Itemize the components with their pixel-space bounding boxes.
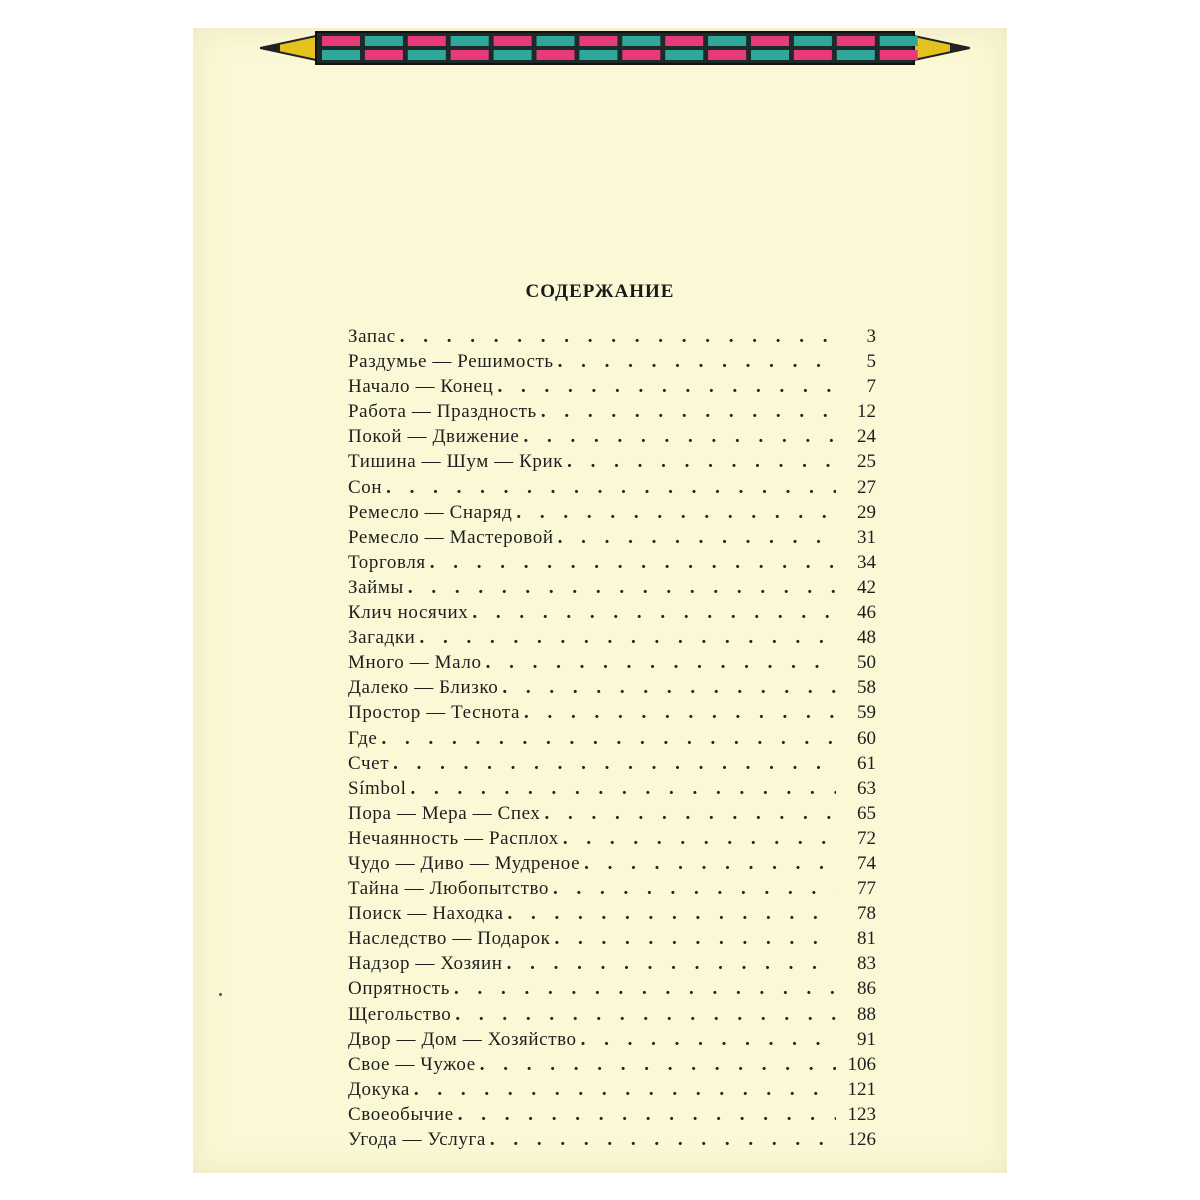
ornament-cell	[794, 36, 832, 46]
ornament-cell	[622, 36, 660, 46]
toc-dot-leader	[490, 1127, 836, 1152]
ornament-cell	[665, 50, 703, 60]
toc-entry	[348, 399, 876, 424]
toc-entry	[348, 1102, 876, 1127]
toc-entry-label: Загадки	[348, 627, 416, 649]
toc-entry-label: Свое — Чужое	[348, 1053, 476, 1075]
toc-dot-leader	[563, 826, 836, 851]
toc-entry-page-number: 91	[857, 1028, 876, 1050]
toc-dot-leader	[558, 349, 836, 374]
toc-dot-leader	[411, 776, 836, 801]
ornament-cell	[751, 36, 789, 46]
ornament-cell	[880, 36, 918, 46]
toc-entry-page-number: 3	[866, 326, 876, 347]
toc-entry-label: Клич носячих	[348, 602, 469, 624]
toc-entry	[348, 826, 876, 851]
toc-entry	[348, 1127, 876, 1152]
toc-entry	[348, 449, 876, 474]
toc-entry	[348, 1027, 876, 1052]
toc-dot-leader	[386, 475, 836, 500]
ornament-cell	[708, 50, 746, 60]
toc-entry-page-number: 50	[857, 652, 876, 674]
toc-entry-page-number: 78	[857, 903, 876, 925]
toc-dot-leader	[458, 1102, 836, 1127]
toc-entry-page-number: 65	[857, 802, 876, 824]
toc-dot-leader	[507, 901, 836, 926]
toc-entry	[348, 700, 876, 725]
toc-dot-leader	[516, 500, 836, 525]
toc-entry-label: Сон	[348, 476, 383, 498]
toc-entry	[348, 801, 876, 826]
toc-entry	[348, 726, 876, 751]
ornament-cell	[494, 36, 532, 46]
toc-entry-label: Нечаянность — Расплох	[348, 827, 559, 849]
toc-entry-label: Símbol	[348, 777, 407, 799]
ornament-cell	[880, 50, 918, 60]
toc-entry-page-number: 61	[857, 752, 876, 774]
toc-entry-label: Поиск — Находка	[348, 903, 504, 925]
toc-dot-leader	[502, 675, 836, 700]
toc-entry-page-number: 5	[866, 351, 876, 373]
toc-entry-page-number: 77	[857, 878, 876, 900]
toc-entry-page-number: 81	[857, 928, 876, 950]
toc-dot-leader	[497, 374, 836, 399]
toc-entry	[348, 324, 876, 349]
toc-entry-page-number: 27	[857, 476, 876, 498]
toc-entry-page-number: 63	[857, 777, 876, 799]
toc-entry	[348, 976, 876, 1001]
toc-entry-page-number: 29	[857, 501, 876, 523]
toc-dot-leader	[558, 525, 836, 550]
toc-entry	[348, 525, 876, 550]
toc-entry-label: Покой — Движение	[348, 426, 520, 448]
toc-dot-leader	[553, 876, 836, 901]
toc-entry	[348, 500, 876, 525]
toc-entry-label: Начало — Конец	[348, 376, 494, 398]
toc-dot-leader	[381, 726, 836, 751]
decorative-pencil-border-icon	[260, 30, 970, 66]
ornament-cell	[322, 50, 360, 60]
ornament-cell	[494, 50, 532, 60]
toc-dot-leader	[507, 951, 836, 976]
toc-entry-label: Ремесло — Мастеровой	[348, 526, 554, 548]
toc-entry-page-number: 86	[857, 978, 876, 1000]
toc-entry-label: Двор — Дом — Хозяйство	[348, 1028, 577, 1050]
toc-entry	[348, 625, 876, 650]
toc-entry	[348, 876, 876, 901]
toc-entry	[348, 424, 876, 449]
toc-entry	[348, 475, 876, 500]
toc-entry-label: Займы	[348, 576, 404, 598]
toc-entry-page-number: 126	[847, 1129, 876, 1150]
toc-entry	[348, 901, 876, 926]
toc-dot-leader	[454, 976, 836, 1001]
toc-entry-label: Чудо — Диво — Мудреное	[348, 852, 581, 874]
toc-entry-page-number: 24	[857, 426, 876, 448]
toc-dot-leader	[523, 424, 836, 449]
toc-entry	[348, 751, 876, 776]
toc-entry-label: Пора — Мера — Спех	[348, 802, 541, 824]
toc-entry	[348, 1077, 876, 1102]
toc-entry-label: Раздумье — Решимость	[348, 351, 554, 373]
toc-entry-label: Много — Мало	[348, 652, 482, 674]
toc-dot-leader	[455, 1002, 836, 1027]
toc-entry-label: Тайна — Любопытство	[348, 878, 550, 900]
ornament-cell	[408, 50, 446, 60]
toc-entry-label: Простор — Теснота	[348, 702, 520, 724]
toc-dot-leader	[581, 1027, 836, 1052]
toc-entry-label: Далеко — Близко	[348, 677, 499, 699]
toc-entry-page-number: 46	[857, 602, 876, 624]
toc-dot-leader	[480, 1052, 836, 1077]
toc-entry-label: Наследство — Подарок	[348, 928, 551, 950]
toc-entry-page-number: 121	[847, 1078, 876, 1100]
toc-entry-label: Докука	[348, 1078, 410, 1100]
toc-entry-page-number: 34	[857, 551, 876, 573]
toc-entry-page-number: 31	[857, 526, 876, 548]
toc-entry-page-number: 106	[847, 1053, 876, 1075]
toc-dot-leader	[472, 600, 836, 625]
toc-dot-leader	[430, 550, 836, 575]
toc-entry-page-number: 25	[857, 451, 876, 473]
toc-entry-page-number: 123	[847, 1103, 876, 1125]
ornament-cell	[365, 50, 403, 60]
toc-dot-leader	[486, 650, 836, 675]
toc-entry-page-number: 12	[857, 401, 876, 423]
toc-entry-page-number: 88	[857, 1003, 876, 1025]
stray-ink-dot	[219, 993, 222, 996]
ornament-cell	[579, 36, 617, 46]
toc-entry	[348, 1002, 876, 1027]
toc-entry-label: Угода — Услуга	[348, 1129, 486, 1150]
toc-dot-leader	[524, 700, 836, 725]
ornament-cell	[751, 50, 789, 60]
toc-entry-label: Тишина — Шум — Крик	[348, 451, 564, 473]
toc-dot-leader	[414, 1077, 836, 1102]
toc-entry-label: Опрятность	[348, 978, 450, 1000]
toc-entry-page-number: 72	[857, 827, 876, 849]
ornament-cell	[365, 36, 403, 46]
toc-entry-label: Щегольство	[348, 1003, 452, 1025]
toc-entry-page-number: 48	[857, 627, 876, 649]
toc-dot-leader	[393, 751, 836, 776]
toc-entry-label: Работа — Праздность	[348, 401, 537, 423]
toc-entry-label: Своеобычие	[348, 1103, 454, 1125]
toc-entry	[348, 349, 876, 374]
toc-entry-label: Где	[348, 727, 378, 749]
toc-entry-label: Запас	[348, 326, 396, 347]
toc-dot-leader	[400, 324, 836, 349]
toc-dot-leader	[541, 399, 836, 424]
ornament-cell	[665, 36, 703, 46]
toc-entry-page-number: 83	[857, 953, 876, 975]
toc-entry-label: Счет	[348, 752, 390, 774]
page-title: СОДЕРЖАНИЕ	[525, 281, 675, 302]
toc-entry	[348, 550, 876, 575]
toc-entry-label: Ремесло — Снаряд	[348, 501, 513, 523]
toc-entry-label: Надзор — Хозяин	[348, 953, 503, 975]
toc-entry	[348, 1052, 876, 1077]
ornament-cell	[537, 50, 575, 60]
toc-entry-page-number: 58	[857, 677, 876, 699]
ornament-cell	[322, 36, 360, 46]
toc-entry	[348, 650, 876, 675]
toc-entry-page-number: 42	[857, 576, 876, 598]
toc-entry-page-number: 59	[857, 702, 876, 724]
toc-entry	[348, 951, 876, 976]
toc-dot-leader	[545, 801, 837, 826]
ornament-cell	[537, 36, 575, 46]
ornament-cell	[837, 50, 875, 60]
toc-entry	[348, 851, 876, 876]
ornament-cell	[408, 36, 446, 46]
toc-dot-leader	[567, 449, 836, 474]
toc-dot-leader	[408, 575, 836, 600]
ornament-cell	[579, 50, 617, 60]
toc-entry	[348, 776, 876, 801]
toc-dot-leader	[555, 926, 836, 951]
toc-entry-label: Торговля	[348, 551, 426, 573]
toc-entry	[348, 575, 876, 600]
toc-dot-leader	[584, 851, 836, 876]
toc-entry	[348, 926, 876, 951]
ornament-cell	[622, 50, 660, 60]
ornament-cell	[837, 36, 875, 46]
toc-dot-leader	[419, 625, 836, 650]
ornament-cell	[451, 36, 489, 46]
toc-entry-page-number: 7	[866, 376, 876, 398]
ornament-cell	[708, 36, 746, 46]
ornament-cell	[451, 50, 489, 60]
toc-entry-page-number: 74	[857, 852, 876, 874]
toc-entry	[348, 675, 876, 700]
toc-entry	[348, 600, 876, 625]
ornament-cell	[794, 50, 832, 60]
toc-entry-page-number: 60	[857, 727, 876, 749]
table-of-contents	[348, 324, 876, 1152]
toc-entry	[348, 374, 876, 399]
